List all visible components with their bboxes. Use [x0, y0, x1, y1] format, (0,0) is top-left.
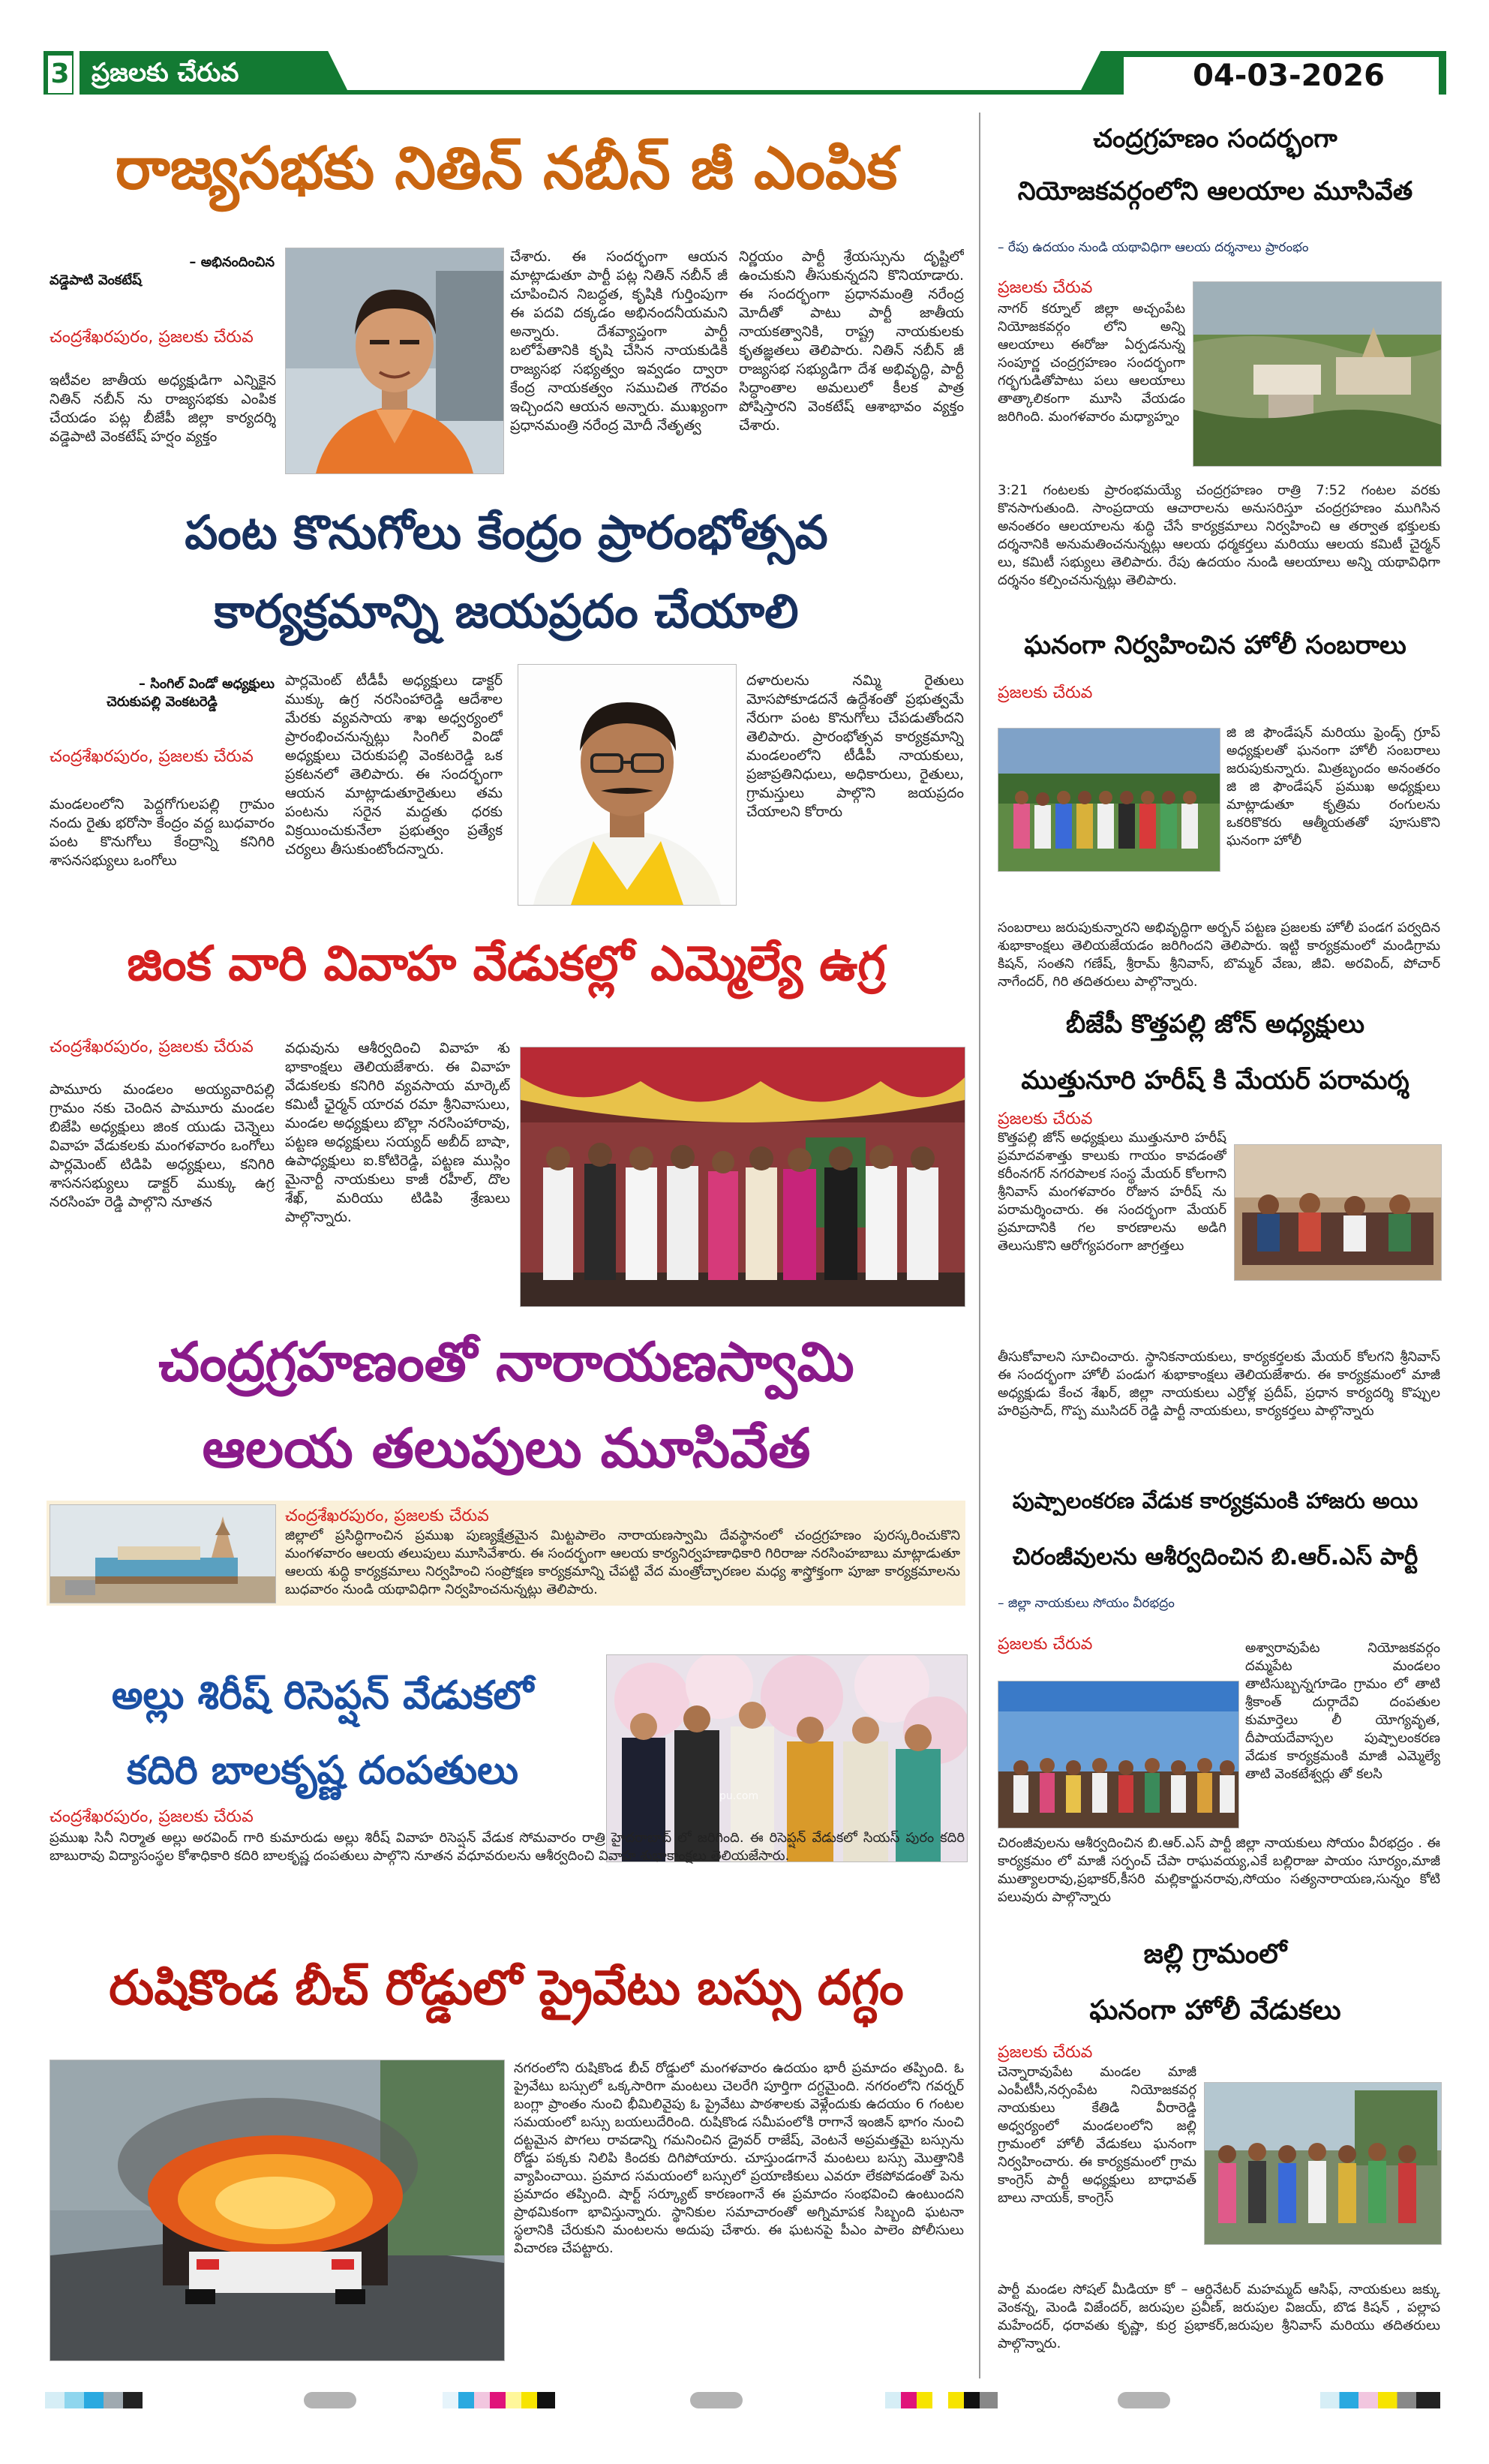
ceremony-group: [998, 1681, 1238, 1828]
article4-dateline: చంద్రశేఖరపురం, ప్రజలకు చేరువ: [285, 1507, 489, 1525]
article2-credit-line2: చెరుకుపల్లి వెంకటరెడ్డి: [107, 694, 218, 710]
article1-credit: [50, 254, 275, 290]
right3-full: తీసుకోవాలని సూచించారు. స్థానికనాయకులు, కార్యకర్తలకు మేయర్ కోలగని శ్రీనివాస్ ఈ సందర్భంగా హోలీ పండుగ శుభాకాంక్షలు తెలియజేశారు. ఈ కార్యక్రమంలో మాజీ అధ్యక్షుడు కేంచ శేఖర్, జిల్లా నాయకులు ఎర్రోళ్ల ప్రదీప్, ప్రధాన కార్యదర్శి కొప్పుల హరిప్రసాద్, గొప్ప ముసిదర్ రెడ్డి పార్టీ నాయకులు, కార్యకర్తలు పాల్గొన్నారు: [998, 1349, 1440, 1419]
section-name: ప్రజలకు చేరువ: [92, 58, 239, 88]
temple-aerial: [1193, 282, 1441, 466]
article1-col3: నిర్ణయం పార్టీ శ్రేయస్సును దృష్టిలో ఉంచుకుని తీసుకున్నదని కొనియాడారు. ఈ సందర్భంగా ప్రధానమంత్రి నరేంద్ర మోదీతో పాటు పార్టీ జాతీయ నాయకత్వానికి, రాష్ట్ర నాయకులకు కృతజ్ఞతలు తెలిపారు. నితిన్ నబీన్ జీ రాజ్యసభ సభ్యుడిగా దేశ అభివృద్ధి, పార్టీ సిద్ధాంతాల అమలులో కీలక పాత్ర పోషిస్తారని వెంకటేష్ ఆశాభావం వ్యక్తం చేశారు.: [739, 248, 964, 434]
article1-col1: ఇటీవల జాతీయ అధ్యక్షుడిగా ఎన్నికైన నితిన్ నబీన్ ను రాజ్యసభకు ఎంపిక చేయడం పట్ల బీజేపీ జిల్లా కార్యదర్శి వడ్డెపాటి వెంకటేష్ హర్షం వ్యక్తం: [50, 372, 276, 445]
right5-dateline: ప్రజలకు చేరువ: [998, 2043, 1093, 2062]
article5-dateline: చంద్రశేఖరపురం, ప్రజలకు చేరువ: [50, 1807, 254, 1826]
right5-full: పార్టీ మండల సోషల్ మీడియా కో – ఆర్డినేటర్ మహమ్మద్ ఆసిఫ్, నాయకులు జక్కు వెంకన్న, మెండి విజేందర్, జరుపుల ప్రవీణ్, జరుపుల విజయ్, బొడ కిషన్ , పల్లాప మహేందర్, ధరావతు కృష్ణా, కుర్ర ప్రభాకర్,జరుపుల శ్రీనివాస్ మరియు తదితరులు పాల్గొన్నారు.: [998, 2282, 1440, 2351]
mayor-visit: [1235, 1145, 1441, 1280]
column-divider: [979, 113, 980, 2378]
article3-wedding-photo: [520, 1047, 965, 1307]
right2-headline: ఘనంగా నిర్వహించిన హోలీ సంబరాలు: [1024, 630, 1406, 660]
article4-headline-line2: ఆలయ తలుపులు మూసివేత: [202, 1417, 811, 1480]
right3-dateline: ప్రజలకు చేరువ: [998, 1110, 1093, 1128]
article5-headline-line2: కదిరి బాలకృష్ణ దంపతులు: [127, 1748, 518, 1793]
article2-col1: మండలంలోని పెద్దగోగులపల్లి గ్రామం నందు రైతు భరోసా కేంద్రం వద్ద బుధవారం పంట కొనుగోలు కేంద్రాన్ని కనిగిరి శాసనసభ్యులు ఒంగోలు: [50, 796, 275, 869]
header-bar: [44, 48, 1446, 101]
registration-strip: [45, 2392, 1448, 2410]
right3-col1: కొత్తపల్లి జోన్ అధ్యక్షులు ముత్తునూరి హరీష్ ప్రమాదవశాత్తు కాలుకు గాయం కావడంతో కరీంనగర్ నగరపాలక సంస్థ మేయర్ కోలగాని శ్రీనివాస్ మంగళవారం రోజున హరీష్ ను పరామర్శించారు. ఈ సందర్భంగా మేయర్ ప్రమాదానికి గల కారణాలను అడిగి తెలుసుకొని ఆరోగ్యపరంగా జాగ్రత్తలు: [998, 1130, 1226, 1254]
article4-temple-photo: [50, 1504, 276, 1603]
right5-headline-line1: జల్లి గ్రామంలో: [1143, 1939, 1287, 1970]
right4-col1: అశ్వారావుపేట నియోజకవర్గం దమ్మపేట మండలం తాటిసుబ్బన్నగూడెం గ్రామం లో తాటి శ్రీకాంత్ దుర్గాదేవి దంపతుల కుమార్తెలు లీ యోగ్యవృత, దీపాయదేవాస్పల పుష్పాలంకరణ వేడుక కార్యక్రమంకి మాజీ ఎమ్మెల్యే తాటి వెంకటేశ్వర్లు తో కలసి: [1245, 1640, 1440, 1782]
article1-col2: చేశారు. ఈ సందర్భంగా ఆయన మాట్లాడుతూ పార్టీ పట్ల నితిన్ నబీన్ జీ చూపించిన నిబద్ధత, కృషికి గుర్తింపుగా ఈ పదవి దక్కడం అభినందనీయమని అన్నారు. దేశవ్యాప్తంగా పార్టీ బలోపేతానికి కృషి చేసిన నాయకుడికి రాజ్యసభ సభ్యత్వం ఇవ్వడం ద్వారా కేంద్ర నాయకత్వం సముచిత గౌరవం ఇచ్చిందని ఆయన అన్నారు. ముఖ్యంగా ప్రధానమంత్రి నరేంద్ర మోదీ నేతృత్వ: [510, 248, 728, 434]
article5-headline-line1: అల్లు శిరీష్ రిసెప్షన్ వేడుకలో: [111, 1673, 534, 1718]
article6-headline: రుషికొండ బీచ్ రోడ్డులో ప్రైవేటు బస్సు దగ్ధం: [109, 1961, 904, 2016]
article5-body: ప్రముఖ సినీ నిర్మాత అల్లు అరవింద్ గారి కుమారుడు అల్లు శిరీష్ వివాహ రిసెప్షన్ వేడుక సోమవారం రాత్రి హైదరాబాద్ లో జరిగింది. ఈ రిసెప్షన్ వేడుకలో సియస్ పురం కదిరి బాబురావు విద్యాసంస్థల కోశాధికారి కదిరి బాలకృష్ణ దంపతులు పాల్గొని నూతన వధూవరులను ఆశీర్వదించి వివాహ శుభాకాంక్షలు తెలియజేసారు.: [50, 1830, 965, 1864]
right3-headline-line1: బీజేపీ కొత్తపల్లి జోన్ అధ్యక్షులు: [1066, 1009, 1364, 1039]
article2-col3: దళారులను నమ్మి రైతులు మోసపోకూడదనే ఉద్దేశంతో ప్రభుత్వమే నేరుగా పంట కొనుగోలు చేపడుతోందని తెలిపారు. ప్రారంభోత్సవ కార్యక్రమాన్ని మండలంలోని టీడీపీ నాయకులు, ప్రజాప్రతినిధులు, అధికారులు, రైతులు, గ్రామస్తులు పాల్గొని జయప్రదం చేయాలని కోరారు: [746, 672, 964, 820]
temple-building: [50, 1505, 275, 1603]
right2-full: సంబరాలు జరుపుకున్నారని అభివృద్ధిగా అర్బన్ పట్టణ ప్రజలకు హోలీ పండగ పర్వదిన శుభాకాంక్షలు తెలియజేయడం జరిగిందని తెలిపారు. ఇట్టి కార్యక్రమంలో మండిగ్రామ కిషన్, సంతని గణేష్, శ్రీరామ్ శ్రీనివాస్, బొమ్మర్ వేణు, జీవి. అరవింద్, పోచార్ నాగేందర్, గిరి తదితరులు పాల్గొన్నారు.: [998, 920, 1440, 990]
wedding-stage-group: [521, 1047, 965, 1306]
article4-body: జిల్లాలో ప్రసిద్ధిగాంచిన ప్రముఖ పుణ్యక్షేత్రమైన మిట్టపాలెం నారాయణస్వామి దేవస్థానంలో చంద్రగ్రహణం పురస్కరించుకొని మంగళవారం ఆలయ తలుపులు మూసివేశారు. ఈ సందర్భంగా ఆలయ కార్యనిర్వహణాధికారి గిరిరాజు నరసింహబాబు మాట్లాడుతూ ఆలయ శుద్ధి కార్యక్రమాలు నిర్వహించి సంప్రోక్షణ కార్యక్రమాన్ని చేపట్టి వేద మంత్రోచ్ఛారణల మధ్య శాస్త్రోక్తంగా పూజా కార్యక్రమాలను బుధవారం నుండి యథావిధిగా నిర్వహించనున్నట్లు తెలిపారు.: [285, 1528, 960, 1597]
article2-portrait-photo: [518, 664, 737, 906]
right1-dateline: ప్రజలకు చేరువ: [998, 278, 1093, 297]
article3-headline: జింక వారి వివాహ వేడుకల్లో ఎమ్మెల్యే ఉగ్ర: [127, 936, 886, 992]
article1-dateline: చంద్రశేఖరపురం, ప్రజలకు చేరువ: [50, 328, 254, 347]
right4-full: చిరంజీవులను ఆశీర్వదించిన బి.ఆర్.ఎస్ పార్టీ జిల్లా నాయకులు సోయం వీరభద్రం . ఈ కార్యక్రమం లో మాజీ సర్పంచ్ చేపా రాఘవయ్య,ఎకే బల్లిరాజు పాయం సూర్యం,మాజీ ముత్యాలరావు,ప్రభాకర్,కీసరి మల్లికార్జునరావు,సోయం సత్యనారాయణ,సున్నం కోటి పలువురు పాల్గొన్నారు: [998, 1835, 1440, 1905]
reg-mark-group-1: [45, 2392, 143, 2408]
article1-credit-line1: – అభినందించిన: [189, 254, 275, 270]
date-text: 04-03-2026: [1193, 59, 1385, 93]
right5-holi-group-photo: [1204, 2082, 1442, 2245]
header-line: [344, 90, 1094, 95]
right4-dateline: ప్రజలకు చేరువ: [998, 1635, 1093, 1654]
article2-credit: [50, 675, 275, 711]
right4-headline-line1: పుష్పాలంకరణ వేడుక కార్యక్రమంకి హాజరు అయి: [1012, 1488, 1418, 1513]
right1-full: 3:21 గంటలకు ప్రారంభమయ్యే చంద్రగ్రహణం రాత్రి 7:52 గంటల వరకు కొనసాగుతుంది. సాంప్రదాయ ఆచారాలను అనుసరిస్తూ చంద్రగ్రహణం ముగిసిన అనంతరం ఆలయాలను శుద్ధి చేసే కార్యక్రమాలు నిర్వహించి ఆ తర్వాత భక్తులకు దర్శనానికి అనుమతించనున్నట్లు ఆలయ ధర్మకర్తలు మరియు ఆలయ కమిటీ చైర్మన్ లు, కమిటీ సభ్యులు తెలిపారు. రేపు ఉదయం నుండి ఆలయాలు అన్ని యథావిధిగా దర్శనం కల్పించనున్నట్లు తెలిపారు.: [998, 482, 1440, 588]
portrait-young-man: [286, 248, 503, 473]
page-number-box: 3: [47, 54, 74, 95]
right4-headline-line2: చిరంజీవులను ఆశీర్వదించిన బి.ఆర్.ఎస్ పార్టీ: [1012, 1543, 1418, 1570]
right1-temple-aerial-photo: [1193, 281, 1442, 467]
right2-col1: జి జి ఫౌండేషన్ మరియు ఫ్రెండ్స్ గ్రూప్ అధ్యక్షులతో ఘనంగా హోలీ సంబరాలు జరుపుకున్నారు. మిత్రబృందం అనంతరం జి జి ఫౌండేషన్ ప్రముఖ అధ్యక్షులు మాట్లాడుతూ కృత్రిమ రంగులను ఒకరికొకరు ఆత్మీయతతో పూసుకొని ఘనంగా హోలీ: [1226, 725, 1440, 849]
holi-village-group: [1205, 2083, 1441, 2244]
right1-headline-line2: నియోజకవర్గంలోని ఆలయాల మూసివేత: [1017, 176, 1413, 206]
article1-credit-line2: వడ్డెపాటి వెంకటేష్: [50, 272, 142, 288]
article3-col1: పామూరు మండలం అయ్యవారిపల్లి గ్రామం నకు చెందిన పామూరు మండల బిజేపి అధ్యక్షులు జింక యుడు చెన్నెలు వివాహ వేడుకలకు మంగళవారం ఒంగోలు పార్లమెంట్ టిడిపి అధ్యక్షులు, కనిగిరి శాసనసభ్యులు డాక్టర్ ముక్కు ఉగ్ర నరసింహ రెడ్డి పాల్గొని నూతన: [50, 1081, 275, 1210]
right2-dateline: ప్రజలకు చేరువ: [998, 684, 1093, 702]
article1-headline: రాజ్యసభకు నితిన్ నబీన్ జీ ఎంపిక: [115, 135, 898, 203]
reg-mark-group-5: [885, 2392, 998, 2408]
article2-col2: పార్లమెంట్ టీడీపీ అధ్యక్షులు డాక్టర్ ముక్కు ఉగ్ర నరసింహారెడ్డి ఆదేశాల మేరకు వ్యవసాయ శాఖ అధ్వర్యంలో ప్రారంభించనున్నట్లు సింగిల్ విండో అధ్యక్షులు చెరుకుపల్లి వెంకటరెడ్డి ఒక ప్రకటనలో తెలిపారు. ఈ సందర్భంగా ఆయన మాట్లాడుతూరైతులు తమ పంటను సరైన మద్దతు ధరకు విక్రయించుకునేలా ప్రభుత్వం ప్రత్యేక చర్యలు తీసుకుంటోందన్నారు.: [285, 672, 503, 858]
portrait-politician: [518, 665, 736, 905]
right4-ceremony-photo: [998, 1681, 1239, 1828]
article3-dateline: చంద్రశేఖరపురం, ప్రజలకు చేరువ: [50, 1038, 254, 1056]
reg-mark-group-6: [1118, 2392, 1170, 2408]
right3-visit-photo: [1234, 1144, 1442, 1281]
right3-headline-line2: ముత్తునూరి హరీష్ కి మేయర్ పరామర్శ: [1021, 1065, 1409, 1095]
reg-mark-group-7: [1320, 2392, 1440, 2408]
right5-col1: చెన్నారావుపేట మండల మాజీ ఎంపీటీసీ,నర్సంపేట నియోజకవర్గ నాయకులు కేతిడి వీరారెడ్డి అధ్వర్యంలో మండలంలోని జల్లి గ్రామంలో హోలీ వేడుకలు ఘనంగా నిర్వహించారు. ఈ కార్యక్రమంలో గ్రామ కాంగ్రెస్ పార్టీ అధ్యక్షులు బాధావత్ బాలు నాయక్, కాంగ్రెస్: [998, 2064, 1196, 2206]
right5-headline-line2: ఘనంగా హోలీ వేడుకలు: [1089, 1995, 1341, 2026]
right2-holi-group-photo: [998, 728, 1220, 872]
article5-photo-watermark: pu.com: [719, 1790, 759, 1802]
article3-col2: వధువును ఆశీర్వదించి వివాహ శు భాకాంక్షలు తెలియజేశారు. ఈ వివాహ వేడుకలకు కనిగిరి వ్యవసాయ మార్కెట్ కమిటీ ఛైర్మన్ యారవ రమా శ్రీనివాసులు, మండల అధ్యక్షులు బొల్లా నరసింహారావు, పట్టణ అధ్యక్షులు సయ్యద్ అబీద్ బాషా, ఉపాధ్యక్షులు ఐ.కోటిరెడ్డి, పట్టణ ముస్లిం మైనార్టీ నాయకులు కాజీ రహీల్, దొల శేఖ్, మరియు టిడిపి శ్రేణులు పాల్గొన్నారు.: [285, 1040, 510, 1225]
article2-headline-line1: పంట కొనుగోలు కేంద్రం ప్రారంభోత్సవ: [185, 505, 828, 560]
article2-credit-line1: – సింగిల్ విండో అధ్యక్షులు: [138, 676, 275, 692]
right4-subline: – జిల్లా నాయకులు సోయం వీరభద్రం: [998, 1596, 1175, 1611]
article6-bus-fire-photo: [50, 2060, 505, 2361]
holi-group: [998, 729, 1220, 871]
right1-headline-line1: చంద్రగ్రహణం సందర్భంగా: [1093, 124, 1337, 154]
reg-mark-group-4: [690, 2392, 743, 2408]
burning-bus: [50, 2060, 504, 2360]
right1-col1: నాగర్ కర్నూల్ జిల్లా అచ్చంపేట నియోజకవర్గం లోని అన్ని ఆలయాలు ఈరోజు ఏర్పడనున్న సంపూర్ణ చంద్రగ్రహణం సందర్భంగా గర్భగుడితోపాటు పలు ఆలయాలు తాత్కాలికంగా మూసి వేయడం జరిగింది. మంగళవారం మధ్యాహ్నం: [998, 301, 1185, 425]
reg-mark-group-2: [304, 2392, 356, 2408]
article2-dateline: చంద్రశేఖరపురం, ప్రజలకు చేరువ: [50, 747, 254, 766]
reg-mark-group-3: [443, 2392, 555, 2408]
article1-portrait-photo: [285, 248, 504, 474]
right1-subline: – రేపు ఉదయం నుండి యథావిధిగా ఆలయ దర్శనాలు ప్రారంభం: [998, 240, 1309, 255]
article4-headline-line1: చంద్రగ్రహణంతో నారాయణస్వామి: [158, 1330, 854, 1393]
article2-headline-line2: కార్యక్రమాన్ని జయప్రదం చేయాలి: [214, 584, 799, 639]
article6-body: నగరంలోని రుషికొండ బీచ్ రోడ్డులో మంగళవారం ఉదయం భారీ ప్రమాదం తప్పింది. ఓ ప్రైవేటు బస్సులో ఒక్కసారిగా మంటలు చెలరేగి పూర్తిగా దగ్ధమైంది. నగరంలోని గవర్నర్ బంగ్లా ప్రాంతం నుంచి భీమిలివైపు ఓ ప్రైవేటు పాఠశాలకు వెళ్లేందుకు ఉదయం 6 గంటల సమయంలో బస్సు బయలుదేరింది. రుషికొండ సమీపంలోకి రాగానే ఇంజిన్ భాగం నుంచి దట్టమైన పొగలు రావడాన్ని గమనించిన డ్రైవర్ రాజేష్, వెంటనే అప్రమత్తమై బస్సును రోడ్డు పక్కకు నిలిపి కిందకు దిగిపోయారు. చూస్తుండగానే మంటలు బస్సు మొత్తానికి వ్యాపించాయి. ప్రమాద సమయంలో బస్సులో ప్రయాణికులు ఎవరూ లేకపోవడంతో పెను ప్రమాదం తప్పింది. షార్ట్ సర్క్యూట్ కారణంగానే ఈ ప్రమాదం సంభవించి ఉంటుందని ప్రాథమికంగా భావిస్తున్నారు. స్థానికుల సమాచారంతో అగ్నిమాపక సిబ్బంది ఘటనా స్థలానికి చేరుకుని మంటలను అదుపు చేశారు. ఈ ఘటనపై పీఎం పాలెం పోలీసులు విచారణ చేపట్టారు.: [514, 2060, 964, 2256]
